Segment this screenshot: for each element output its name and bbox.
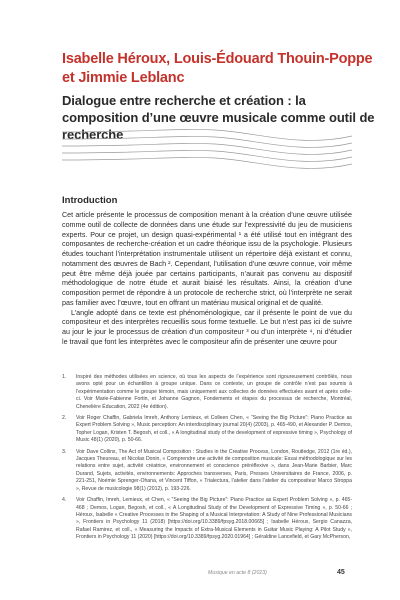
footnote-text: Inspiré des méthodes utilisées en science, où tous les aspects de l’expérience sont rigoureusement contrôlés, nous avons opté pour un échantillon à groupe unique. Dans ce contexte, un groupe de contrôle n’est pas soumis à l’expérimentation comme le groupe témoin, mais uniquement aux collectes de données effectuées avant et après celle-ci. Voir Marie-Fabienne Fortin, et Johanne Gagnon, Fondements et étapes du processus de recherche, Montréal, Chenelière Éducation, 2022 (4e édition). — [76, 374, 352, 410]
footnotes — [62, 374, 352, 546]
footnote-number: 3. — [62, 448, 67, 455]
journal-name: Musique en acte 8 (2023) — [208, 570, 267, 576]
footnote-text: Voir Dave Collins, The Act of Musical Composition : Studies in the Creative Process, London, Routledge, 2012 (1re éd.), Jacques Theureau, et Nicolas Donin, « Comprendre une activité de composition musicale: Essai méthodologique sur les relations entre sujet, activité créatrice, environnement et conscience préréflexive », dans Jean-Marie Barbier, Marc Durand, Sujets, activités, environnements: Approches transverses, Paris, Presses Universitaires de France, 2006, p. 221-251, Noémie Sprenger-Ohana, et Vincent Tiffon, « Trialectura, l’atelier dans l’atelier du compositeur Marco Stroppa », Revue de musicologie 98(1) (2012), p. 193-226. — [76, 448, 352, 492]
paragraph: Cet article présente le processus de composition menant à la création d’une œuvre utilisée comme outil de collecte de données dans une étude sur l’expressivité du jeu de musiciens experts. Pour ce projet, un design quasi-expérimental ¹ a été utilisé tout en intégrant des composantes de recherche-création et un cadre théorique issu de la psychologie. Plusieurs études touchant l’interprétation instrumentale utilisent un répertoire déjà existant et connu, notamment des œuvres de Bach ². Cependant, l’utilisation d’une œuvre connue, voir même peut être même déjà jouée par certains participants, n’aurait pas convenu au dispositif méthodologique de notre étude et aurait biaisé les résultats. Ainsi, la création d’une composition permet de répondre à un protocole de recherche strict, où l’interprète ne serait pas familier avec l’œuvre, tout en offrant un matériau musical original et de qualité. — [62, 211, 352, 307]
article-authors: Isabelle Héroux, Louis-Édouard Thouin-Poppe et Jimmie Leblanc — [62, 51, 373, 86]
footnote — [62, 374, 352, 411]
footnote-number: 4. — [62, 497, 67, 504]
footnote-number: 1. — [62, 374, 67, 380]
paragraph: L’angle adopté dans ce texte est phénoménologique, car il présente le point de vue du compositeur et des interprètes recueillis sous forme textuelle. Le but n’est pas ici de suivre au jour le jour le processus de création d’un compositeur ³ ou d’un interprète ⁴, ni d’étudier le travail que font les interprètes avec le compositeur afin de présenter une œuvre pour — [62, 308, 352, 346]
decorative-staff-lines — [0, 126, 400, 176]
footnote-text: Voir Roger Chaffin, Gabriela Imreh, Anthony Lemieux, et Colleen Chen, « “Seeing the Big Picture”: Piano Practice as Expert Problem Solving », Music perception: An interdisciplinary journal 20(4) (2003), p. 465-490, et Alexander P. Demos, Topher Logan, Kristen T. Begosh, et coll., « A longitudinal study of the development of expressive timing », Psychology of Music 48(1) (2020), p. 50-66. — [76, 415, 352, 444]
article-title: Dialogue entre recherche et création : la composition d’une œuvre musicale comme outil de recherche — [62, 93, 375, 142]
footnote-number: 2. — [62, 415, 67, 422]
section-heading: Introduction — [62, 195, 118, 206]
footnote-text: Voir Chaffin, Imreh, Lemieux, et Chen, « “Seeing the Big Picture”: Piano Practice as Expert Problem Solving », p. 465-468 ; Demos, Logan, Begosh, et coll., « A Longitudinal Study of the Development of Expressive Timing », p. 50-66 ; Héroux, Isabelle « Creative Processes in the Shaping of a Musical Interpretation: A Study of Nine Professional Musicians », Frontiers in Psychology 11 (2018) [https://doi.org/10.3389/fpsyg.2018.00665] ; Isabelle Héroux, Sergio Canazza, Rafael Ramirez, et coll., « Measuring the Impacts of Extra-Musical Elements in Guitar Music Playing: A Pilot Study », Frontiers in Psychology 11 (2020) [https://doi.org/10.3389/fpsyg.2020.01964] ; Géraldine Lancefield, et Gary McPherson, — [76, 497, 352, 541]
footnote — [62, 497, 352, 541]
footnote — [62, 449, 352, 493]
footnote — [62, 415, 352, 445]
body-text — [62, 211, 352, 348]
page-footer — [0, 569, 400, 581]
page-number: 45 — [337, 569, 345, 576]
staff-line-5 — [62, 157, 352, 168]
